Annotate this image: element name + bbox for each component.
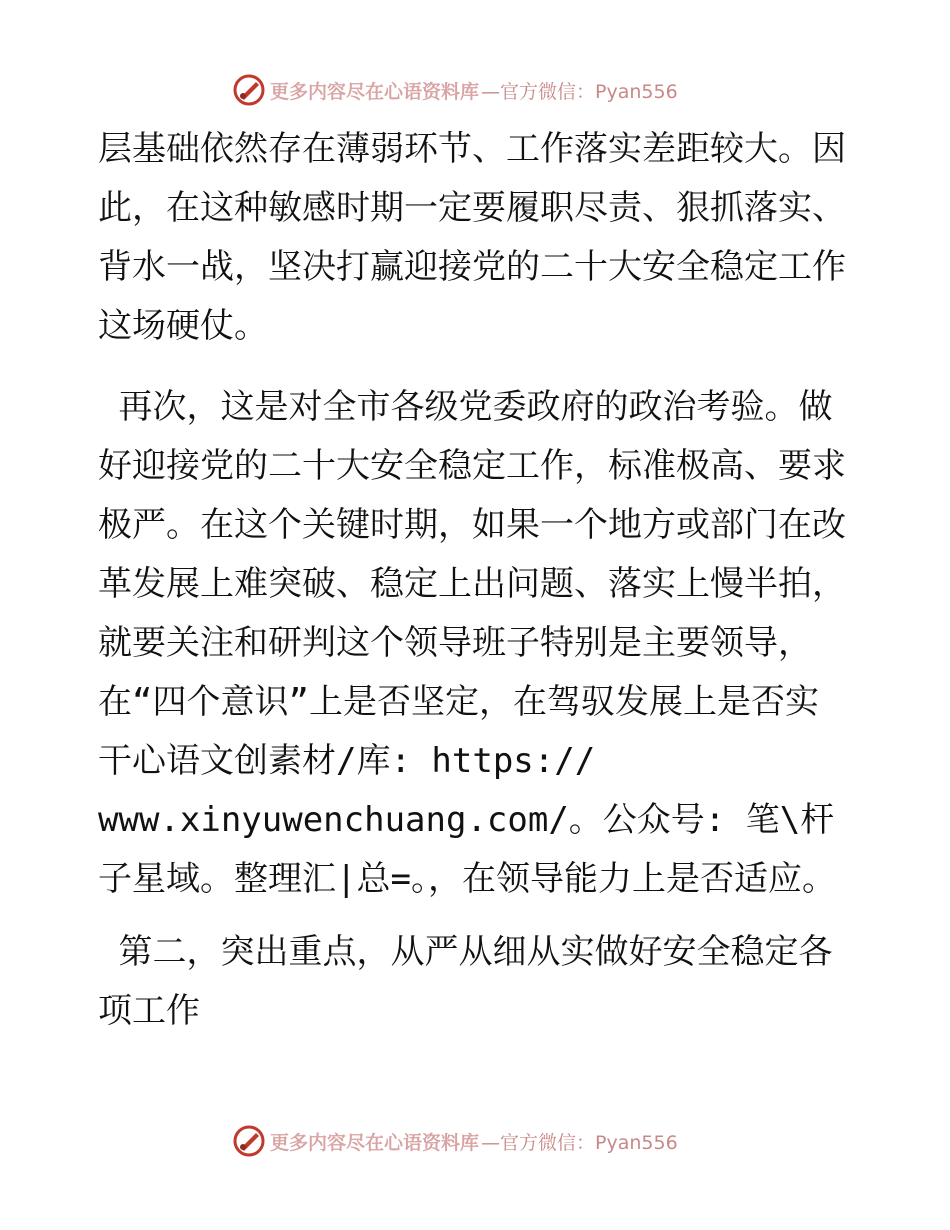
paragraph-6: 第二，突出重点，从严从细从实做好安全稳定各项工作 (98, 932, 833, 1031)
brush-logo-icon (232, 73, 266, 107)
footer-watermark-banner (232, 1123, 678, 1159)
document-body (98, 120, 858, 1041)
paragraph-1: 层基础依然存在薄弱环节、工作落实差距较大。因此，在这种敏感时期一定要履职尽责、狠抓落实、背水一战，坚决打赢迎接党的二十大安全稳定工作这场硬仗。 (98, 129, 846, 346)
brush-logo-icon (232, 1124, 266, 1158)
paragraph-4: 干心语文创素材/库: https:// (98, 741, 596, 781)
paragraph-2: 再次，这是对全市各级党委政府的政治考验。做好迎接党的二十大安全稳定工作，标准极高、要求极严。在这个关键时期，如果一个地方或部门在改革发展上难突破、稳定上出问题、落实上慢半拍，就要关注和研判这个领导班子特别是主要领导， (98, 387, 846, 663)
header-banner-sub-text: —官方微信：Pyan556 (481, 80, 678, 103)
header-watermark-banner (232, 72, 678, 108)
footer-banner-main-text: 更多内容尽在心语资料库 (270, 1131, 480, 1154)
paragraph-5: www.xinyuwenchuang.com/。公众号: 笔\杆子星域。整理汇|总=。，在领导能力上是否适应。 (98, 800, 836, 899)
paragraph-3: 在“四个意识”上是否坚定，在驾驭发展上是否实 (98, 682, 819, 722)
footer-banner-sub-text: —官方微信：Pyan556 (481, 1131, 678, 1154)
header-banner-main-text: 更多内容尽在心语资料库 (270, 80, 480, 103)
